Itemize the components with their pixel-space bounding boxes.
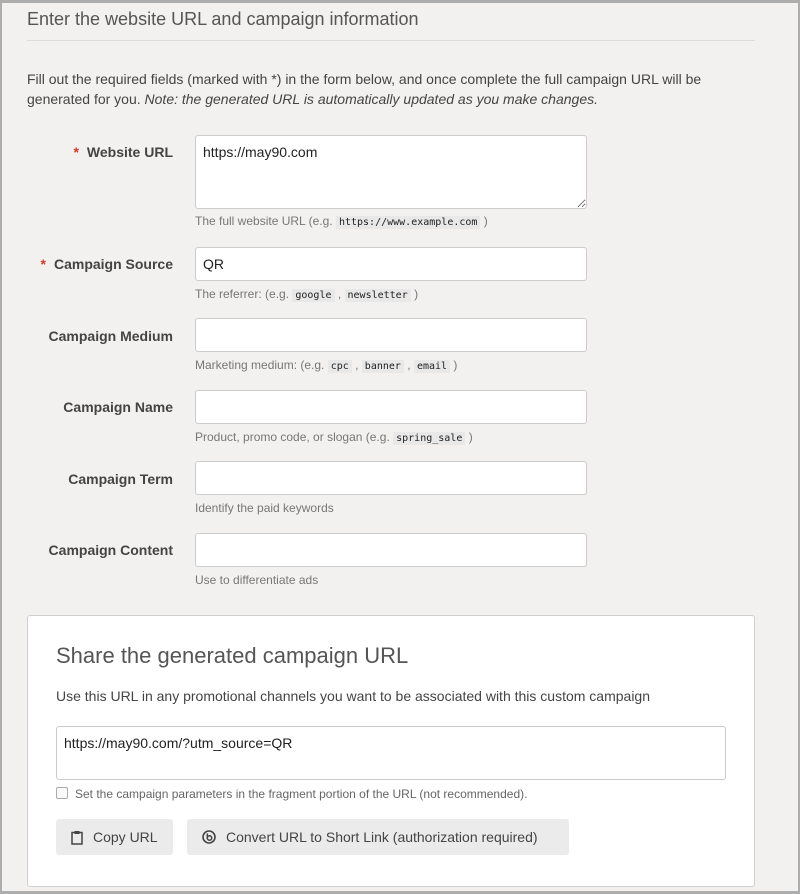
- form-description: Fill out the required fields (marked with *) in the form below, and once complete the full campaign URL will be generated for you. Note: the generated URL is automatically updated as you make changes.: [27, 71, 702, 107]
- share-panel: [27, 615, 755, 887]
- campaign-term-help: Identify the paid keywords: [195, 501, 334, 515]
- campaign-medium-input[interactable]: [195, 318, 587, 352]
- campaign-term-label: Campaign Term: [68, 471, 173, 487]
- share-text: Use this URL in any promotional channels you want to be associated with this custom campaign: [56, 688, 651, 704]
- website-url-help: The full website URL (e.g. https://www.example.com ): [195, 214, 488, 228]
- fragment-checkbox[interactable]: [56, 787, 68, 799]
- section-heading: Enter the website URL and campaign information: [27, 9, 419, 29]
- generated-url-output[interactable]: https://may90.com/?utm_source=QR: [56, 726, 726, 780]
- campaign-name-label: Campaign Name: [63, 399, 173, 415]
- website-url-label: * Website URL: [73, 144, 173, 160]
- divider: [27, 40, 755, 41]
- campaign-medium-label: Campaign Medium: [48, 328, 173, 344]
- convert-short-link-button[interactable]: [187, 819, 569, 855]
- clipboard-icon: [71, 830, 83, 845]
- campaign-source-input[interactable]: QR: [195, 247, 587, 281]
- copy-url-button[interactable]: [56, 819, 173, 855]
- campaign-source-label: * Campaign Source: [40, 256, 173, 272]
- campaign-content-label: Campaign Content: [48, 542, 173, 558]
- campaign-content-input[interactable]: [195, 533, 587, 567]
- convert-short-link-label: Convert URL to Short Link (authorization required): [226, 829, 538, 845]
- copy-url-label: Copy URL: [93, 829, 158, 845]
- share-title: Share the generated campaign URL: [56, 643, 409, 668]
- website-url-input[interactable]: [195, 135, 587, 209]
- campaign-medium-help: Marketing medium: (e.g. cpc , banner , email ): [195, 358, 458, 372]
- campaign-name-help: Product, promo code, or slogan (e.g. spring_sale ): [195, 430, 473, 444]
- campaign-term-input[interactable]: [195, 461, 587, 495]
- bitly-icon: [202, 830, 216, 844]
- campaign-source-help: The referrer: (e.g. google , newsletter ): [195, 287, 419, 301]
- campaign-name-input[interactable]: [195, 390, 587, 424]
- fragment-checkbox-label[interactable]: Set the campaign parameters in the fragment portion of the URL (not recommended).: [75, 787, 528, 801]
- note: Note: the generated URL is automatically updated as you make changes.: [144, 91, 598, 107]
- campaign-content-help: Use to differentiate ads: [195, 573, 319, 587]
